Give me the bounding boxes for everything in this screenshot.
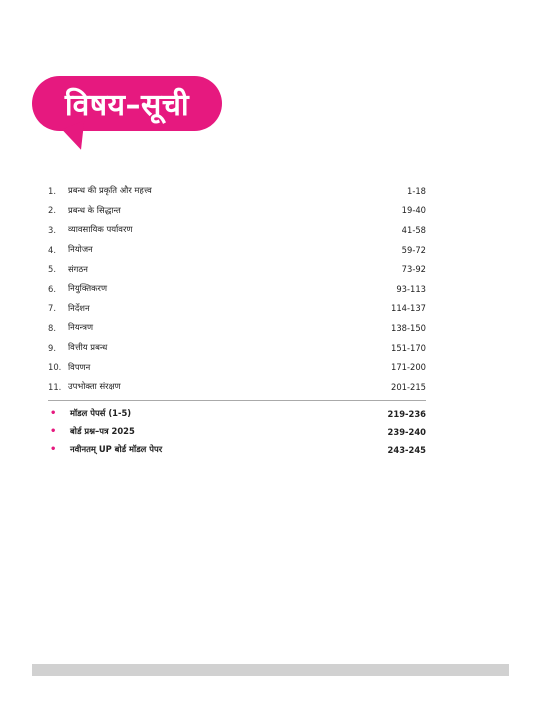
toc-row[interactable] xyxy=(48,240,426,260)
chapter-number: 11. xyxy=(48,381,62,392)
chapter-number: 6. xyxy=(48,283,56,294)
toc-extra-row[interactable] xyxy=(48,441,426,459)
toc-row[interactable] xyxy=(48,181,426,201)
page-range: 239-240 xyxy=(387,426,426,437)
toc-row[interactable] xyxy=(48,259,426,279)
page-range: 151-170 xyxy=(391,342,426,353)
chapter-number: 8. xyxy=(48,322,56,333)
toc-divider xyxy=(48,400,426,401)
toc-extra-row[interactable] xyxy=(48,423,426,441)
page-range: 243-245 xyxy=(387,444,426,455)
page-range: 41-58 xyxy=(401,224,426,235)
page-range: 171-200 xyxy=(391,362,426,373)
chapter-title: प्रबन्ध की प्रकृति और महत्त्व xyxy=(68,185,152,196)
toc-extra-row[interactable] xyxy=(48,405,426,423)
toc-row[interactable] xyxy=(48,318,426,338)
page-range: 138-150 xyxy=(391,322,426,333)
title-bubble xyxy=(32,76,222,131)
toc-row[interactable] xyxy=(48,299,426,319)
page-title: विषय–सूची xyxy=(64,88,190,123)
extra-title: मॉडल पेपर्स (1-5) xyxy=(70,408,132,419)
toc-row[interactable] xyxy=(48,357,426,377)
chapter-number: 2. xyxy=(48,205,56,216)
page-range: 73-92 xyxy=(401,264,426,275)
chapter-number: 7. xyxy=(48,303,56,314)
bullet-icon: • xyxy=(50,444,57,456)
chapter-number: 4. xyxy=(48,244,56,255)
chapter-title: उपभोक्ता संरक्षण xyxy=(68,381,121,392)
chapter-list xyxy=(48,181,426,397)
page-range: 201-215 xyxy=(391,381,426,392)
page-range: 114-137 xyxy=(391,303,426,314)
chapter-number: 10. xyxy=(48,362,62,373)
chapter-title: विपणन xyxy=(68,361,91,372)
toc-row[interactable] xyxy=(48,279,426,299)
toc-row[interactable] xyxy=(48,201,426,221)
chapter-title: नियन्त्रण xyxy=(68,322,94,333)
chapter-title: नियुक्तिकरण xyxy=(68,283,108,294)
chapter-number: 5. xyxy=(48,264,56,275)
chapter-number: 1. xyxy=(48,185,56,196)
chapter-title: नियोजन xyxy=(68,244,93,255)
chapter-number: 3. xyxy=(48,224,56,235)
page-range: 19-40 xyxy=(401,205,426,216)
page-range: 93-113 xyxy=(396,283,426,294)
chapter-title: वित्तीय प्रबन्ध xyxy=(68,342,108,353)
toc-row[interactable] xyxy=(48,377,426,397)
extra-title: बोर्ड प्रश्न–पत्र 2025 xyxy=(70,426,135,437)
chapter-number: 9. xyxy=(48,342,56,353)
toc-row[interactable] xyxy=(48,220,426,240)
bullet-icon: • xyxy=(50,426,57,438)
toc-row[interactable] xyxy=(48,338,426,358)
page-range: 59-72 xyxy=(401,244,426,255)
page-range: 1-18 xyxy=(406,185,426,196)
table-of-contents xyxy=(48,181,426,459)
page-range: 219-236 xyxy=(387,408,426,419)
extra-title: नवीनतम् UP बोर्ड मॉडल पेपर xyxy=(70,444,163,455)
bullet-icon: • xyxy=(50,408,57,420)
chapter-title: निर्देशन xyxy=(68,302,90,313)
chapter-title: प्रबन्ध के सिद्धान्त xyxy=(68,204,121,215)
chapter-title: व्यावसायिक पर्यावरण xyxy=(68,224,133,235)
footer-bar xyxy=(32,664,509,676)
chapter-title: संगठन xyxy=(68,263,88,274)
extras-list xyxy=(48,405,426,459)
